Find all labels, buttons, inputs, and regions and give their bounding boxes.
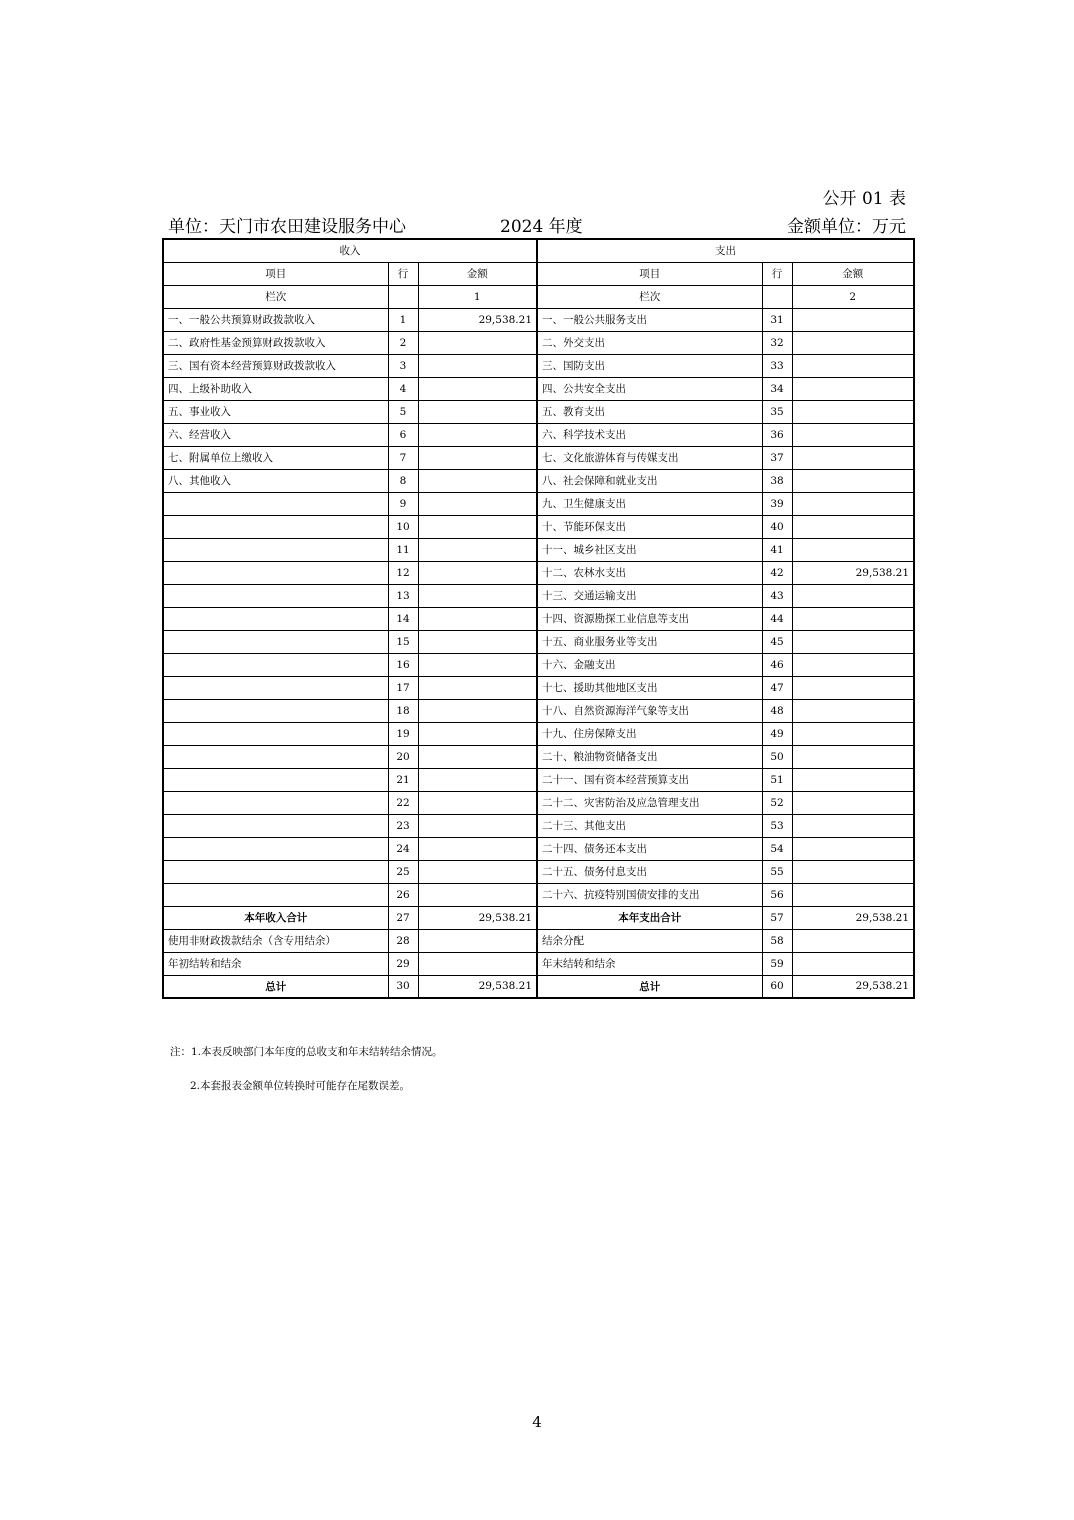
expense-item-cell: 十九、住房保障支出	[537, 722, 762, 745]
expense-amount-cell	[792, 722, 914, 745]
income-item-cell	[163, 722, 388, 745]
expense-row-number-cell: 31	[762, 308, 792, 331]
income-item-cell	[163, 492, 388, 515]
income-item-cell	[163, 745, 388, 768]
expense-item-cell: 八、社会保障和就业支出	[537, 469, 762, 492]
income-amount-cell	[418, 515, 537, 538]
income-amount-cell	[418, 699, 537, 722]
expense-amount-cell	[792, 883, 914, 906]
expense-row-number-cell: 45	[762, 630, 792, 653]
income-row-number-cell: 17	[388, 676, 418, 699]
expense-row-number-cell: 33	[762, 354, 792, 377]
income-item-cell: 本年收入合计	[163, 906, 388, 929]
income-item-cell	[163, 814, 388, 837]
expense-seq-number: 2	[792, 285, 914, 308]
income-item-cell	[163, 791, 388, 814]
income-amount-cell	[418, 400, 537, 423]
expense-amount-cell	[792, 791, 914, 814]
income-amount-cell	[418, 883, 537, 906]
expense-item-cell: 十七、援助其他地区支出	[537, 676, 762, 699]
table-row	[163, 653, 914, 676]
expense-row-number-cell: 32	[762, 331, 792, 354]
expense-item-header: 项目	[537, 262, 762, 285]
expense-row-number-cell: 42	[762, 561, 792, 584]
income-item-cell: 六、经营收入	[163, 423, 388, 446]
expense-amount-cell	[792, 952, 914, 975]
table-row	[163, 354, 914, 377]
expense-row-number-cell: 51	[762, 768, 792, 791]
expense-amount-cell	[792, 423, 914, 446]
expense-row-number-cell: 50	[762, 745, 792, 768]
income-row-number-cell: 22	[388, 791, 418, 814]
expense-amount-cell	[792, 814, 914, 837]
income-amount-cell	[418, 561, 537, 584]
expense-amount-cell: 29,538.21	[792, 906, 914, 929]
table-row	[163, 837, 914, 860]
expense-amount-cell	[792, 469, 914, 492]
income-amount-cell	[418, 331, 537, 354]
expense-item-cell: 年末结转和结余	[537, 952, 762, 975]
expense-row-number-cell: 46	[762, 653, 792, 676]
income-item-cell	[163, 837, 388, 860]
income-row-number-cell: 16	[388, 653, 418, 676]
income-seq-number: 1	[418, 285, 537, 308]
column-header-row	[163, 262, 914, 285]
income-expense-table	[162, 238, 915, 999]
income-amount-cell	[418, 722, 537, 745]
table-row	[163, 607, 914, 630]
section-header-row	[163, 239, 914, 262]
income-row-number-cell: 9	[388, 492, 418, 515]
expense-row-number-cell: 48	[762, 699, 792, 722]
expense-row-number-cell: 35	[762, 400, 792, 423]
income-amount-cell	[418, 768, 537, 791]
income-item-cell: 使用非财政拨款结余（含专用结余）	[163, 929, 388, 952]
summary-row	[163, 906, 914, 929]
income-item-cell: 总计	[163, 975, 388, 998]
expense-row-number-cell: 57	[762, 906, 792, 929]
income-item-cell	[163, 699, 388, 722]
income-item-cell: 二、政府性基金预算财政拨款收入	[163, 331, 388, 354]
income-row-number-cell: 4	[388, 377, 418, 400]
expense-row-number-cell: 37	[762, 446, 792, 469]
income-item-cell	[163, 883, 388, 906]
table-row	[163, 446, 914, 469]
expense-row-number-cell: 36	[762, 423, 792, 446]
income-seq-label: 栏次	[163, 285, 388, 308]
income-row-number-cell: 5	[388, 400, 418, 423]
income-item-cell: 四、上级补助收入	[163, 377, 388, 400]
expense-row-number-cell: 44	[762, 607, 792, 630]
expense-item-cell: 结余分配	[537, 929, 762, 952]
expense-item-cell: 二十四、债务还本支出	[537, 837, 762, 860]
page-number: 4	[532, 1413, 542, 1431]
table-row	[163, 699, 914, 722]
expense-amount-cell	[792, 446, 914, 469]
expense-item-cell: 四、公共安全支出	[537, 377, 762, 400]
expense-item-cell: 二十五、债务付息支出	[537, 860, 762, 883]
table-row	[163, 768, 914, 791]
income-row-number-cell: 26	[388, 883, 418, 906]
income-amount-cell	[418, 446, 537, 469]
expense-amount-cell	[792, 492, 914, 515]
table-row	[163, 722, 914, 745]
column-seq-row	[163, 285, 914, 308]
expense-amount-cell	[792, 745, 914, 768]
expense-item-cell: 总计	[537, 975, 762, 998]
table-row	[163, 331, 914, 354]
income-row-number-cell: 14	[388, 607, 418, 630]
expense-amount-cell	[792, 584, 914, 607]
table-row	[163, 929, 914, 952]
income-amount-cell	[418, 860, 537, 883]
expense-row-number-cell: 52	[762, 791, 792, 814]
table-row	[163, 630, 914, 653]
income-row-number-cell: 29	[388, 952, 418, 975]
income-row-number-cell: 11	[388, 538, 418, 561]
table-row	[163, 952, 914, 975]
income-row-number-cell: 12	[388, 561, 418, 584]
table-row	[163, 423, 914, 446]
income-row-number-cell: 13	[388, 584, 418, 607]
income-row-number-cell: 2	[388, 331, 418, 354]
summary-row	[163, 975, 914, 998]
expense-item-cell: 二、外交支出	[537, 331, 762, 354]
table-row	[163, 400, 914, 423]
table-row	[163, 745, 914, 768]
expense-row-header: 行	[762, 262, 792, 285]
expense-item-cell: 一、一般公共服务支出	[537, 308, 762, 331]
table-row	[163, 584, 914, 607]
note-2: 2.本套报表金额单位转换时可能存在尾数误差。	[190, 1080, 411, 1092]
income-amount-header: 金额	[418, 262, 537, 285]
expense-item-cell: 十八、自然资源海洋气象等支出	[537, 699, 762, 722]
income-amount-cell	[418, 676, 537, 699]
expense-amount-cell	[792, 400, 914, 423]
table-row	[163, 515, 914, 538]
income-amount-cell	[418, 377, 537, 400]
expense-item-cell: 九、卫生健康支出	[537, 492, 762, 515]
expense-item-cell: 十二、农林水支出	[537, 561, 762, 584]
income-amount-cell	[418, 929, 537, 952]
income-row-number-cell: 7	[388, 446, 418, 469]
expense-item-cell: 本年支出合计	[537, 906, 762, 929]
expense-amount-cell	[792, 768, 914, 791]
income-amount-cell	[418, 630, 537, 653]
table-row	[163, 676, 914, 699]
income-amount-cell	[418, 423, 537, 446]
income-amount-cell	[418, 607, 537, 630]
expense-amount-cell	[792, 354, 914, 377]
income-item-cell: 五、事业收入	[163, 400, 388, 423]
expense-amount-cell	[792, 515, 914, 538]
expense-amount-cell	[792, 377, 914, 400]
table-row	[163, 561, 914, 584]
report-header	[168, 212, 906, 238]
income-row-number-cell: 8	[388, 469, 418, 492]
income-item-cell	[163, 561, 388, 584]
unit-label: 单位：天门市农田建设服务中心	[168, 217, 406, 237]
expense-row-number-cell: 55	[762, 860, 792, 883]
expense-item-cell: 十、节能环保支出	[537, 515, 762, 538]
expense-amount-cell	[792, 860, 914, 883]
expense-amount-cell	[792, 331, 914, 354]
income-amount-cell	[418, 653, 537, 676]
expense-item-cell: 二十一、国有资本经营预算支出	[537, 768, 762, 791]
income-amount-cell	[418, 469, 537, 492]
expense-item-cell: 十三、交通运输支出	[537, 584, 762, 607]
income-amount-cell	[418, 837, 537, 860]
expense-item-cell: 十四、资源勘探工业信息等支出	[537, 607, 762, 630]
form-code: 公开 01 表	[822, 189, 906, 209]
expense-item-cell: 十一、城乡社区支出	[537, 538, 762, 561]
expense-row-number-cell: 43	[762, 584, 792, 607]
table-row	[163, 492, 914, 515]
expense-row-number-cell: 47	[762, 676, 792, 699]
expense-amount-cell	[792, 929, 914, 952]
income-item-cell: 年初结转和结余	[163, 952, 388, 975]
income-amount-cell	[418, 952, 537, 975]
income-amount-cell	[418, 538, 537, 561]
income-row-number-cell: 20	[388, 745, 418, 768]
income-row-number-cell: 24	[388, 837, 418, 860]
expense-item-cell: 十五、商业服务业等支出	[537, 630, 762, 653]
expense-row-number-cell: 59	[762, 952, 792, 975]
expense-amount-cell	[792, 607, 914, 630]
income-item-cell	[163, 538, 388, 561]
income-item-header: 项目	[163, 262, 388, 285]
expense-amount-cell: 29,538.21	[792, 561, 914, 584]
expense-item-cell: 二十、粮油物资储备支出	[537, 745, 762, 768]
expense-amount-cell	[792, 538, 914, 561]
income-amount-cell: 29,538.21	[418, 906, 537, 929]
income-row-number-cell: 10	[388, 515, 418, 538]
expense-item-cell: 五、教育支出	[537, 400, 762, 423]
table-row	[163, 883, 914, 906]
expense-row-number-cell: 60	[762, 975, 792, 998]
expense-item-cell: 三、国防支出	[537, 354, 762, 377]
expense-item-cell: 七、文化旅游体育与传媒支出	[537, 446, 762, 469]
income-amount-cell	[418, 354, 537, 377]
expense-amount-cell	[792, 699, 914, 722]
income-amount-cell: 29,538.21	[418, 308, 537, 331]
income-amount-cell	[418, 814, 537, 837]
income-item-cell: 一、一般公共预算财政拨款收入	[163, 308, 388, 331]
expense-row-number-cell: 56	[762, 883, 792, 906]
income-amount-cell: 29,538.21	[418, 975, 537, 998]
expense-amount-cell	[792, 837, 914, 860]
expense-item-cell: 二十六、抗疫特别国债安排的支出	[537, 883, 762, 906]
expense-amount-cell	[792, 308, 914, 331]
expense-row-number-cell: 49	[762, 722, 792, 745]
expense-item-cell: 二十三、其他支出	[537, 814, 762, 837]
expense-header: 支出	[537, 239, 914, 262]
expense-row-number-cell: 41	[762, 538, 792, 561]
expense-item-cell: 二十二、灾害防治及应急管理支出	[537, 791, 762, 814]
note-1: 注：1.本表反映部门本年度的总收支和年末结转结余情况。	[170, 1046, 443, 1058]
income-row-number-cell: 19	[388, 722, 418, 745]
table-row	[163, 791, 914, 814]
expense-row-number-cell: 58	[762, 929, 792, 952]
income-row-number-cell: 6	[388, 423, 418, 446]
income-item-cell	[163, 515, 388, 538]
income-row-number-cell: 23	[388, 814, 418, 837]
income-seq-row	[388, 285, 418, 308]
expense-row-number-cell: 39	[762, 492, 792, 515]
expense-item-cell: 六、科学技术支出	[537, 423, 762, 446]
table-row	[163, 538, 914, 561]
expense-amount-cell	[792, 676, 914, 699]
income-item-cell	[163, 860, 388, 883]
expense-row-number-cell: 34	[762, 377, 792, 400]
table-row	[163, 469, 914, 492]
income-row-header: 行	[388, 262, 418, 285]
income-item-cell	[163, 630, 388, 653]
expense-amount-cell	[792, 653, 914, 676]
expense-row-number-cell: 38	[762, 469, 792, 492]
table-row	[163, 814, 914, 837]
income-item-cell	[163, 676, 388, 699]
expense-amount-cell	[792, 630, 914, 653]
expense-seq-row	[762, 285, 792, 308]
income-row-number-cell: 21	[388, 768, 418, 791]
income-row-number-cell: 18	[388, 699, 418, 722]
income-item-cell	[163, 607, 388, 630]
income-item-cell: 三、国有资本经营预算财政拨款收入	[163, 354, 388, 377]
income-row-number-cell: 27	[388, 906, 418, 929]
expense-item-cell: 十六、金融支出	[537, 653, 762, 676]
income-amount-cell	[418, 745, 537, 768]
income-row-number-cell: 30	[388, 975, 418, 998]
expense-row-number-cell: 53	[762, 814, 792, 837]
expense-seq-label: 栏次	[537, 285, 762, 308]
expense-row-number-cell: 54	[762, 837, 792, 860]
income-item-cell: 八、其他收入	[163, 469, 388, 492]
year-label: 2024 年度	[500, 217, 583, 237]
income-row-number-cell: 15	[388, 630, 418, 653]
table-row	[163, 308, 914, 331]
income-amount-cell	[418, 584, 537, 607]
income-item-cell	[163, 768, 388, 791]
income-row-number-cell: 25	[388, 860, 418, 883]
expense-amount-header: 金额	[792, 262, 914, 285]
income-amount-cell	[418, 492, 537, 515]
income-row-number-cell: 28	[388, 929, 418, 952]
table-row	[163, 860, 914, 883]
expense-row-number-cell: 40	[762, 515, 792, 538]
income-row-number-cell: 3	[388, 354, 418, 377]
income-header: 收入	[163, 239, 537, 262]
amount-unit-label: 金额单位：万元	[787, 217, 906, 237]
income-item-cell: 七、附属单位上缴收入	[163, 446, 388, 469]
income-item-cell	[163, 653, 388, 676]
income-item-cell	[163, 584, 388, 607]
table-row	[163, 377, 914, 400]
expense-amount-cell: 29,538.21	[792, 975, 914, 998]
income-amount-cell	[418, 791, 537, 814]
income-row-number-cell: 1	[388, 308, 418, 331]
